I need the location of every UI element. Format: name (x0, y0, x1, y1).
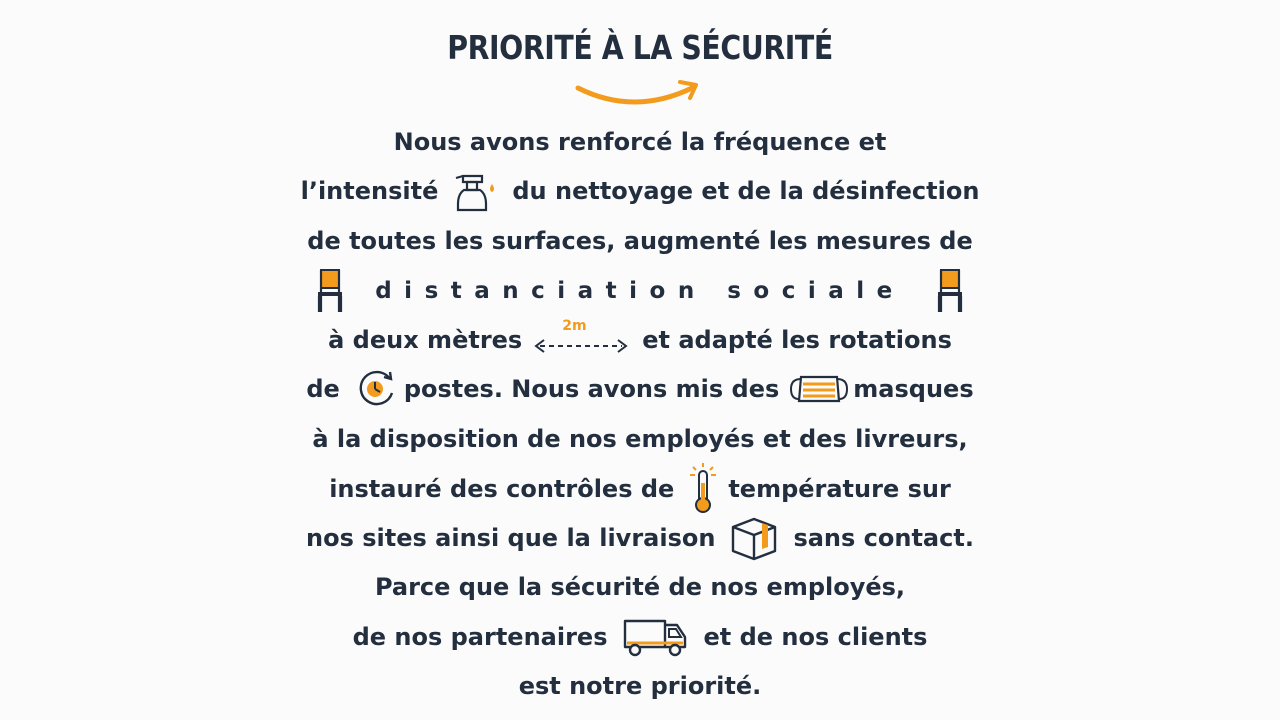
text-line: de toutes les surfaces, augmenté les mesures de (307, 227, 973, 255)
text-line-2 (0, 170, 1280, 212)
text-line: à la disposition de nos employés et des livreurs, (312, 425, 968, 453)
text-line: de nos partenaires (352, 623, 608, 651)
text-line: instauré des contrôles de (329, 475, 675, 503)
text-line-12 (0, 665, 1280, 707)
text-line: distanciation sociale (375, 278, 905, 304)
text-line-8 (0, 468, 1280, 510)
text-line-1 (0, 121, 1280, 163)
text-line-9 (0, 517, 1280, 559)
text-line: à deux mètres (328, 326, 523, 354)
text-line-10 (0, 566, 1280, 608)
text-line: et adapté les rotations (642, 326, 952, 354)
text-line-7 (0, 418, 1280, 460)
text-line: Nous avons renforcé la fréquence et (393, 128, 887, 156)
text-line: Parce que la sécurité de nos employés, (374, 573, 906, 601)
mask-icon (789, 371, 849, 407)
text-line: de (306, 375, 340, 403)
chair-icon (935, 268, 965, 314)
clock-rotation-icon (354, 369, 398, 409)
van-icon (621, 615, 689, 659)
text-line: postes. Nous avons mis des (403, 375, 780, 403)
text-line-3 (0, 220, 1280, 262)
thermometer-icon (688, 463, 718, 515)
sanitizer-icon (452, 170, 498, 212)
box-icon (729, 515, 779, 561)
chair-icon (315, 268, 345, 314)
distance-label: 2m (562, 318, 587, 334)
text-line: l’intensité (300, 177, 439, 205)
text-line-6 (0, 368, 1280, 410)
smile-arrow-logo (574, 76, 704, 108)
text-line-5 (0, 319, 1280, 361)
text-line-11 (0, 616, 1280, 658)
text-line: masques (853, 375, 974, 403)
distance-arrow-icon (532, 320, 632, 360)
text-line-4 (0, 270, 1280, 312)
text-line: température sur (728, 475, 951, 503)
page-title: PRIORITÉ À LA SÉCURITÉ (447, 28, 833, 67)
text-line: nos sites ainsi que la livraison (306, 524, 716, 552)
text-line: sans contact. (793, 524, 974, 552)
text-line: et de nos clients (703, 623, 928, 651)
text-line: du nettoyage et de la désinfection (512, 177, 980, 205)
text-line: est notre priorité. (518, 672, 762, 700)
